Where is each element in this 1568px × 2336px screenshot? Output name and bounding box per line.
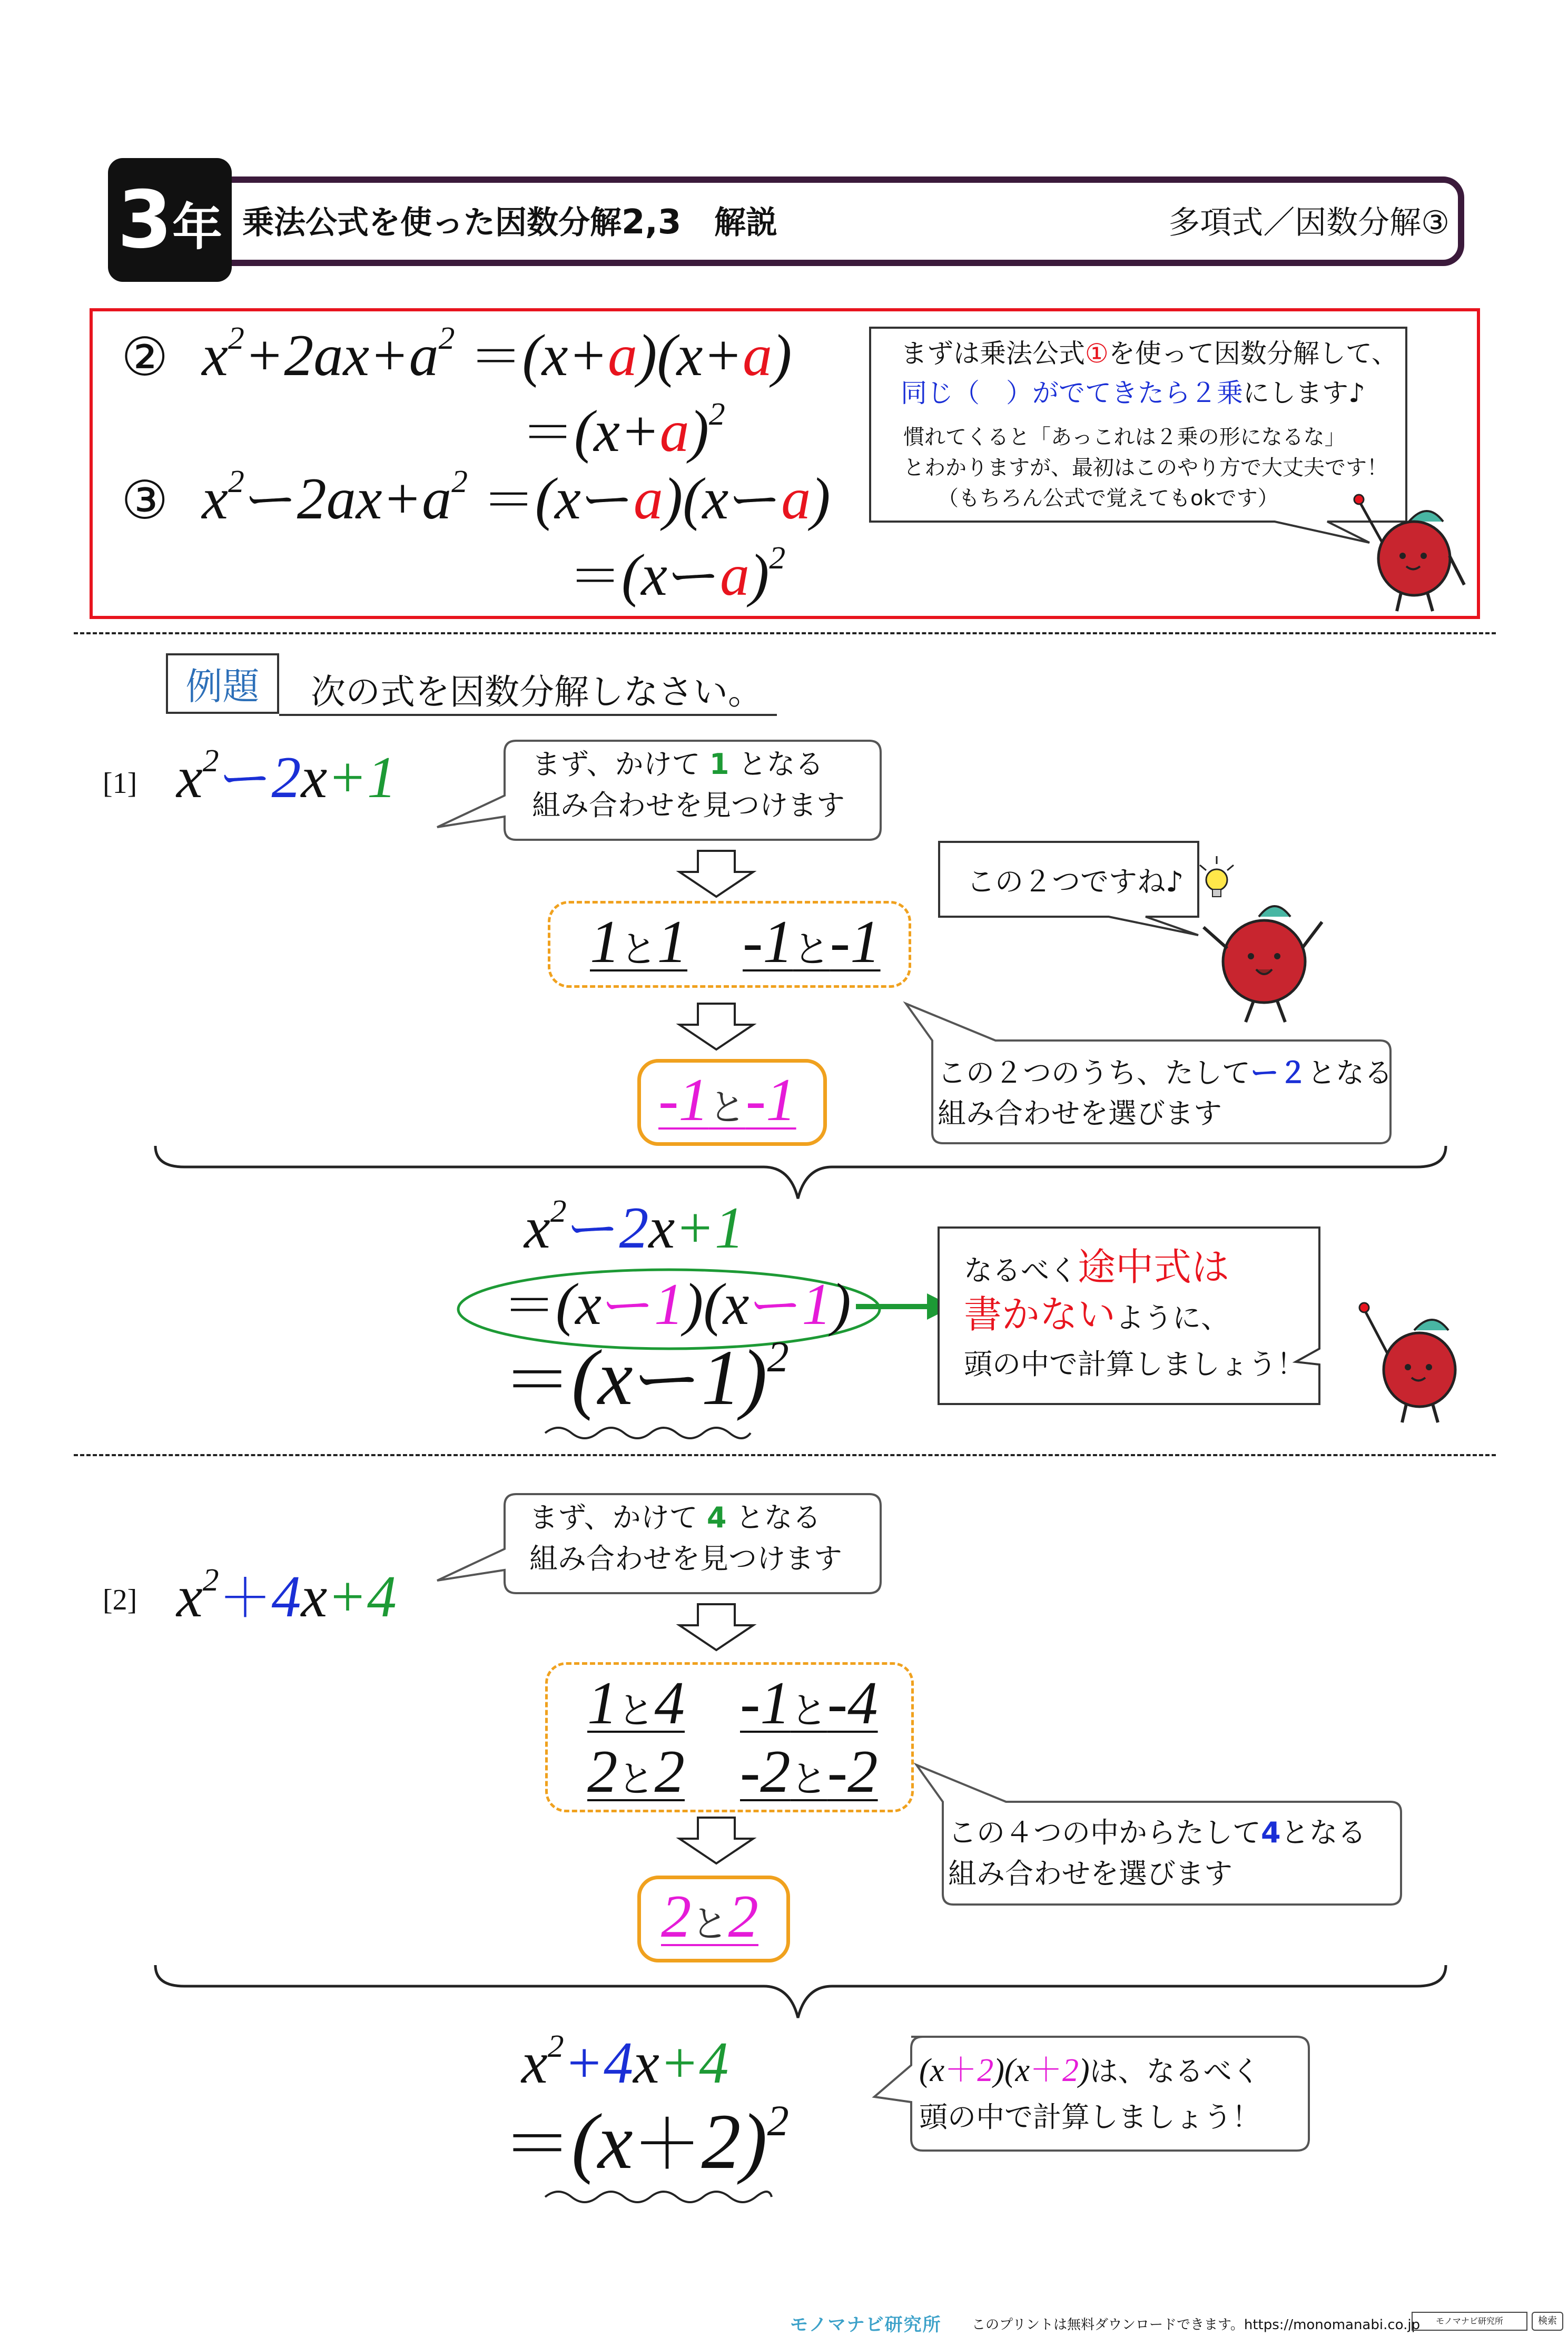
footer-search-input[interactable]: モノマナビ研究所 xyxy=(1412,2312,1527,2331)
p2-ans-a: 2 xyxy=(661,1883,692,1950)
problem2-bubble1-line2: 組み合わせを見つけます xyxy=(529,1542,842,1575)
p2-opt2-a: -1 xyxy=(740,1670,791,1736)
apple-mascot-icon xyxy=(1348,485,1475,616)
problem2-solution-expr: $x^2+4x+4$ xyxy=(521,2028,729,2096)
problem2-option-3 xyxy=(587,1738,685,1805)
p2-opt1-b: 4 xyxy=(654,1670,685,1736)
section-divider xyxy=(74,1454,1496,1456)
grade-unit: 年 xyxy=(172,199,223,257)
p1-b1-num: 1 xyxy=(709,748,729,781)
p2-opt4-a: -2 xyxy=(740,1738,791,1805)
p2-opt1-a: 1 xyxy=(587,1670,618,1736)
p2-opt3-a: 2 xyxy=(587,1738,618,1805)
title-main: 乗法公式を使った因数分解 xyxy=(242,204,622,241)
problem2-label: [2] xyxy=(103,1584,137,1616)
brace-icon xyxy=(153,1960,1448,2023)
problem1-option-1 xyxy=(590,908,687,975)
p2-b1-text-b: となる xyxy=(735,1501,821,1534)
formula-3-line1: ③ $x^2$ー$2ax+a^2 =(x$ーa)(xーa) xyxy=(121,464,831,532)
note-text-1a: まずは乗法公式 xyxy=(901,338,1085,369)
note-text-1c: を使って因数分解して、 xyxy=(1108,338,1398,369)
problem1-answer xyxy=(658,1066,796,1133)
p2-b1-num: 4 xyxy=(706,1501,727,1534)
p1-b3-num: ー２ xyxy=(1250,1056,1307,1090)
problem2-option-2 xyxy=(740,1670,878,1736)
footer-text: このプリントは無料ダウンロードできます。https://monomanabi.co.jp xyxy=(972,2317,1421,2333)
p1-opt1-to: と xyxy=(620,928,657,971)
p2-opt4-to: と xyxy=(790,1758,827,1801)
p1-opt1-b: 1 xyxy=(657,908,687,975)
p2-ans-b: 2 xyxy=(728,1883,758,1950)
footer-search-button[interactable]: 検索 xyxy=(1532,2312,1563,2331)
problem1-label: [1] xyxy=(103,767,137,800)
p1-ans-b: -1 xyxy=(745,1066,796,1133)
section-divider xyxy=(74,632,1496,634)
example-tag: 例題 xyxy=(166,653,279,714)
note-text-2a: 同じ（ ）がでてきたら２乗 xyxy=(901,378,1243,408)
formula-2-line2: $=(x+a)^2$ xyxy=(521,396,725,464)
example-instruction: 次の式を因数分解しなさい。 xyxy=(311,672,763,712)
page-title xyxy=(242,198,777,243)
note-line4: とわかりますが、最初はこのやり方で大丈夫です！ xyxy=(903,456,1388,480)
p1-opt2-a: -1 xyxy=(743,908,793,975)
apple-mascot-icon xyxy=(1348,1296,1475,1428)
note-line1 xyxy=(901,335,1398,372)
formula-3-line2: ＝(xーa)$^2$ xyxy=(569,540,786,608)
problem1-option-2 xyxy=(743,908,881,975)
down-arrow-icon xyxy=(674,1815,758,1868)
problem2-bubble1-line1 xyxy=(529,1497,821,1538)
problem2-solution-final: $=(x+2)^2$ xyxy=(503,2096,789,2185)
note-text-1b: ① xyxy=(1085,338,1109,369)
p2-tip-a: は、なるべく xyxy=(1089,2055,1260,2088)
unit-label: 多項式／因数分解③ xyxy=(1168,204,1449,241)
problem2-tip-line2: 頭の中で計算しましょう！ xyxy=(919,2101,1260,2134)
problem1-solution-expr: $x^2$ー2x+1 xyxy=(524,1193,744,1261)
p1-tip-red1: 途中式は xyxy=(1078,1245,1230,1289)
p1-ans-to: と xyxy=(708,1086,746,1129)
p2-opt4-b: -2 xyxy=(827,1738,878,1805)
brace-icon xyxy=(153,1141,1448,1204)
lightbulb-icon xyxy=(1196,853,1238,901)
p2-b1-text-a: まず、かけて xyxy=(529,1501,698,1534)
p2-opt1-to: と xyxy=(617,1689,655,1732)
problem1-tip-line1 xyxy=(964,1246,1229,1292)
problem2-option-4 xyxy=(740,1738,878,1805)
p2-opt3-b: 2 xyxy=(654,1738,685,1805)
note-text-2b: にします♪ xyxy=(1243,378,1365,408)
p1-opt2-to: と xyxy=(793,928,830,971)
problem2-expression: $x^2+4x+4$ xyxy=(176,1562,397,1630)
footer-logo: モノマナビ研究所 xyxy=(790,2314,942,2335)
p1-b3-text-b: となる xyxy=(1307,1056,1393,1090)
p2-ans-to: と xyxy=(691,1902,728,1946)
problem1-expression: $x^2$ー2x+1 xyxy=(176,743,397,810)
problem1-bubble3-line1 xyxy=(938,1053,1393,1094)
problem2-tip-line1: (x＋2)(x＋2)は、なるべく xyxy=(919,2050,1260,2089)
formula-2-line1: ② $x^2+2ax+a^2 =(x+a)(x+a)$ xyxy=(121,320,792,388)
problem2-bubble2-line2: 組み合わせを選びます xyxy=(948,1857,1232,1890)
p2-opt2-to: と xyxy=(790,1689,827,1732)
note-line2 xyxy=(901,374,1365,412)
grade-number: 3 xyxy=(117,174,173,266)
wavy-underline xyxy=(543,2186,774,2207)
problem2-option-1 xyxy=(587,1670,685,1736)
problem1-solution-final: ＝(xー1)$^2$ xyxy=(503,1332,789,1421)
p2-b2-text-a: この４つの中からたして xyxy=(948,1816,1261,1849)
p1-ans-a: -1 xyxy=(658,1066,709,1133)
problem1-bubble1-line2: 組み合わせを見つけます xyxy=(532,789,845,822)
p1-opt1-a: 1 xyxy=(590,908,620,975)
problem1-tip-line3: 頭の中で計算しましょう！ xyxy=(964,1348,1305,1381)
p1-tip-b: ように、 xyxy=(1116,1301,1230,1334)
p1-opt2-b: -1 xyxy=(830,908,881,975)
problem1-bubble3-line2: 組み合わせを選びます xyxy=(938,1097,1222,1130)
down-arrow-icon xyxy=(674,1602,758,1654)
p1-b1-text-a: まず、かけて xyxy=(532,748,701,781)
problem2-answer xyxy=(661,1883,758,1950)
down-arrow-icon xyxy=(674,1001,758,1054)
instruction-underline xyxy=(279,714,777,716)
p1-tip-red2: 書かない xyxy=(964,1292,1116,1337)
problem2-bubble2-line1 xyxy=(948,1812,1366,1853)
p1-tip-a: なるべく xyxy=(964,1254,1078,1287)
problem1-bubble2: この２つですね♪ xyxy=(967,865,1184,898)
problem1-solution-step1: ＝(xー1)(xー1) xyxy=(503,1272,851,1337)
formula-3-number: ③ xyxy=(121,469,169,531)
p2-b2-num: 4 xyxy=(1261,1816,1281,1849)
down-arrow-icon xyxy=(674,848,758,901)
grade-badge xyxy=(108,158,232,282)
p2-opt3-to: と xyxy=(617,1758,655,1801)
p1-b3-text-a: この２つのうち、たして xyxy=(938,1056,1250,1090)
p2-opt2-b: -4 xyxy=(827,1670,878,1736)
note-line3: 慣れてくると「あっこれは２乗の形になるな」 xyxy=(903,425,1346,449)
p2-b2-text-b: となる xyxy=(1280,1816,1366,1849)
title-bold: 2,3 xyxy=(622,203,682,242)
wavy-underline xyxy=(543,1422,753,1444)
note-line5: （もちろん公式で覚えてもokです） xyxy=(938,486,1279,511)
title-suffix: 解説 xyxy=(714,204,778,241)
formula-2-number: ② xyxy=(121,326,169,388)
p1-b1-text-b: となる xyxy=(738,748,824,781)
problem1-bubble1-line1 xyxy=(532,744,824,785)
problem1-tip-line2 xyxy=(964,1293,1229,1339)
